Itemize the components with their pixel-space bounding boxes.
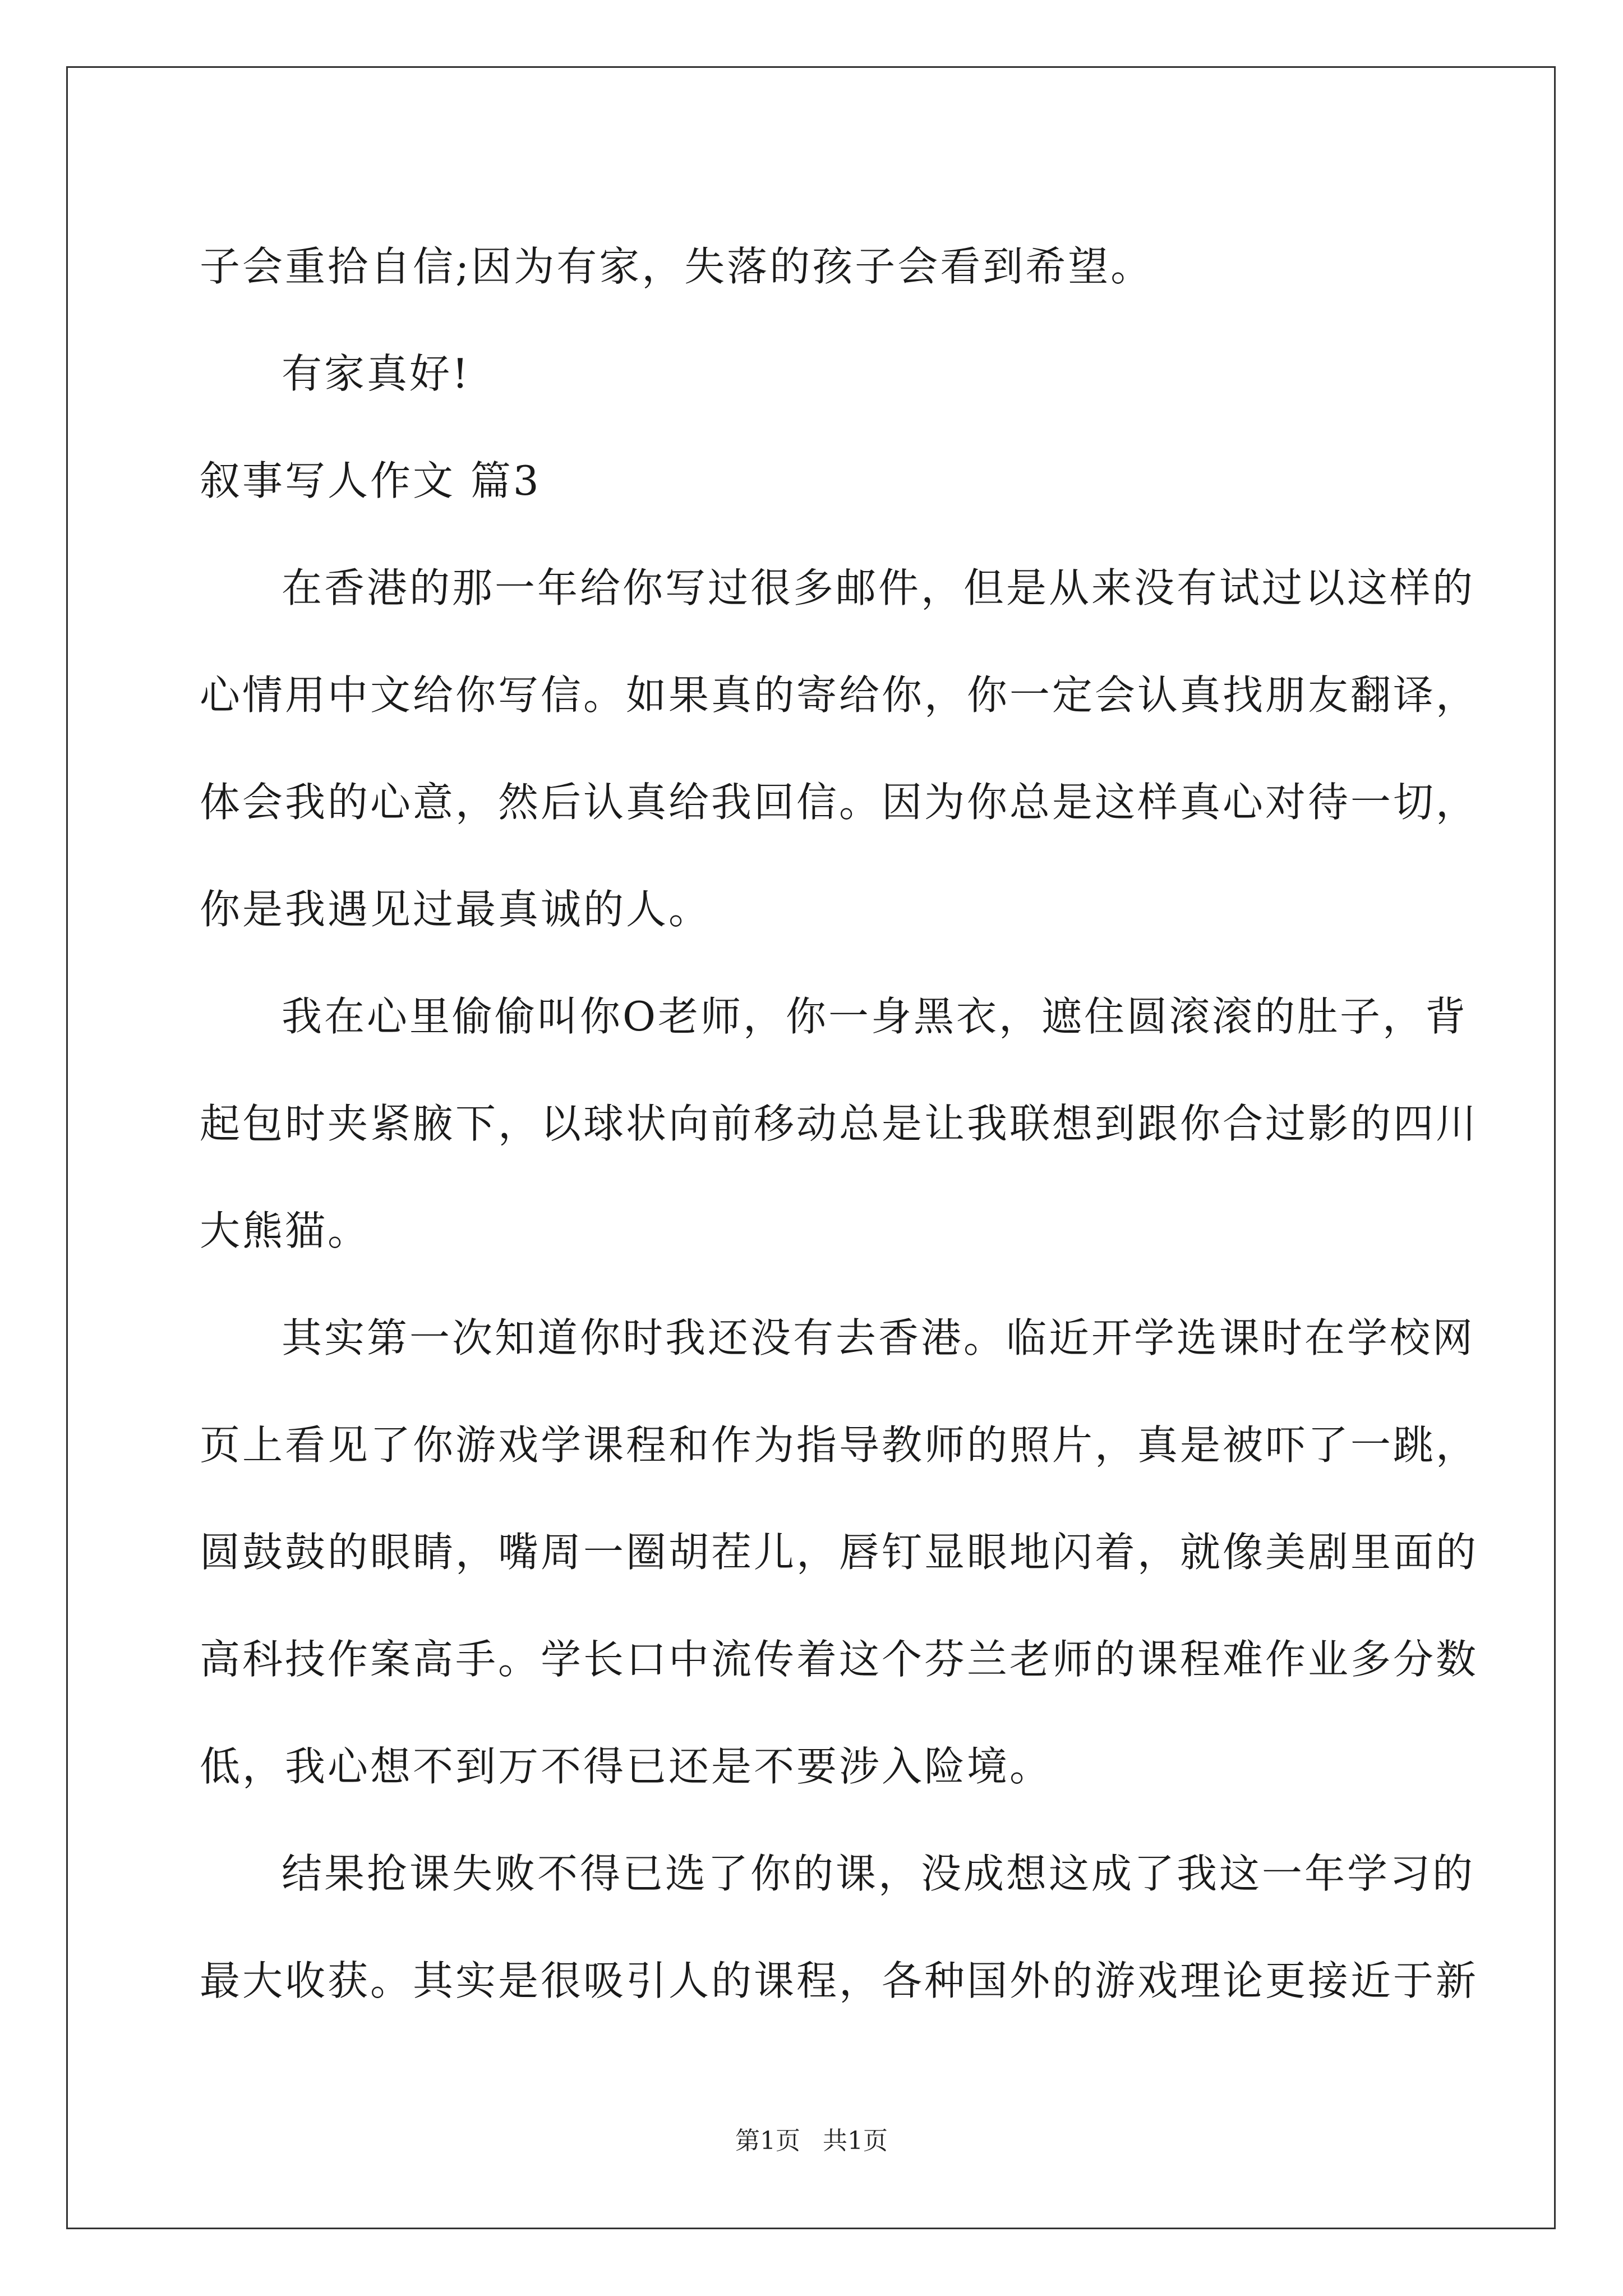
text-line: 我在心里偷偷叫你O老师，你一身黑衣，遮住圆滚滚的肚子，背 [282,993,1468,1040]
text-line: 子会重拾自信;因为有家，失落的孩子会看到希望。 [200,243,1154,290]
text-line: 低，我心想不到万不得已还是不要涉入险境。 [200,1743,1053,1790]
page-total: 共1页 [823,2127,888,2155]
section-heading: 叙事写人作文 篇3 [200,457,541,504]
text-line: 有家真好! [282,350,471,397]
text-line: 体会我的心意，然后认真给我回信。因为你总是这样真心对待一切， [200,779,1479,826]
text-line: 圆鼓鼓的眼睛，嘴周一圈胡茬儿，唇钉显眼地闪着，就像美剧里面的 [200,1529,1479,1576]
document-body [200,213,1479,2035]
text-line: 起包时夹紧腋下，以球状向前移动总是让我联想到跟你合过影的四川 [200,1100,1479,1147]
text-line: 你是我遇见过最真诚的人。 [200,886,712,933]
page-footer [0,2120,1623,2156]
text-line: 大熊猫。 [200,1207,371,1254]
text-line: 在香港的那一年给你写过很多邮件，但是从来没有试过以这样的 [282,564,1476,611]
text-line: 高科技作案高手。学长口中流传着这个芬兰老师的课程难作业多分数 [200,1636,1479,1683]
text-line: 页上看见了你游戏学课程和作为指导教师的照片，真是被吓了一跳， [200,1421,1479,1469]
text-line: 最大收获。其实是很吸引人的课程，各种国外的游戏理论更接近于新 [200,1957,1479,2004]
page-number: 第1页 [735,2127,800,2155]
text-line: 其实第一次知道你时我还没有去香港。临近开学选课时在学校网 [282,1314,1476,1361]
text-line: 心情用中文给你写信。如果真的寄给你，你一定会认真找朋友翻译， [200,671,1479,719]
text-line: 结果抢课失败不得已选了你的课，没成想这成了我这一年学习的 [282,1850,1476,1897]
